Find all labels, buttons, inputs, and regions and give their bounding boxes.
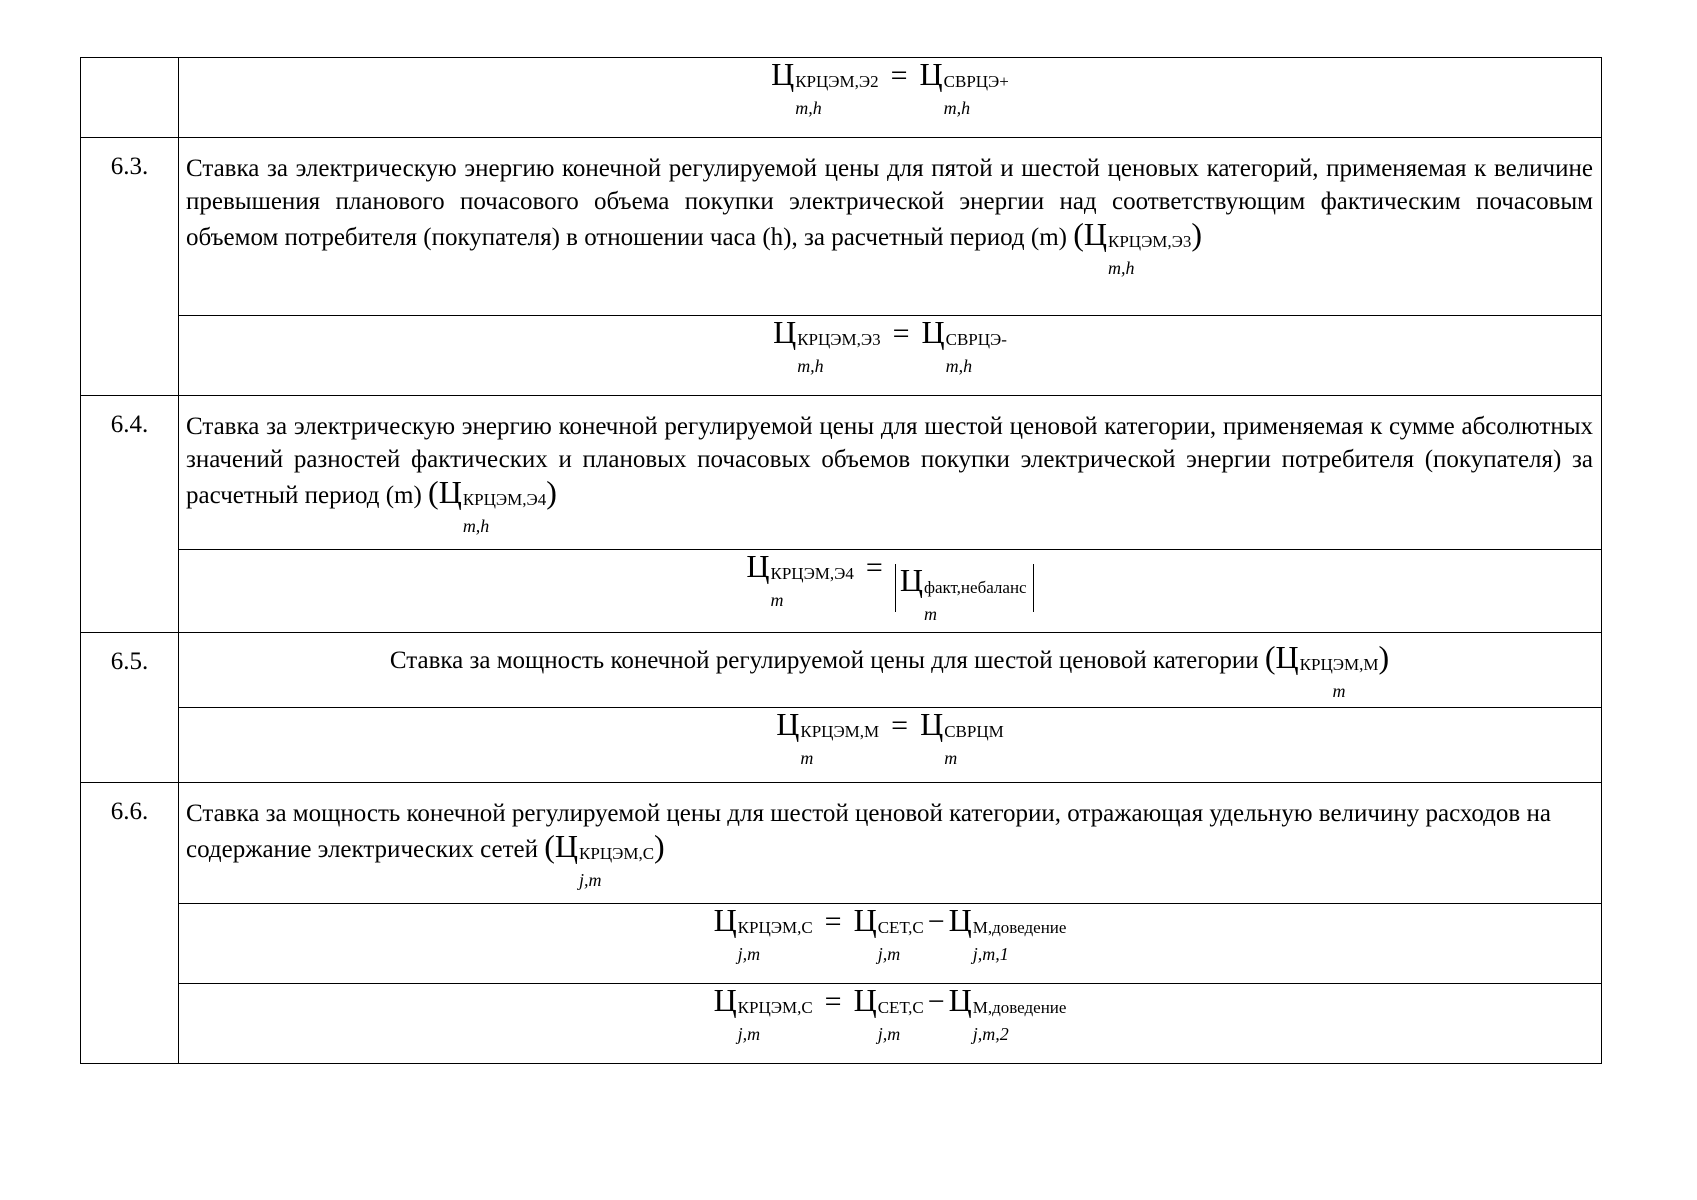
table-row <box>81 316 1602 396</box>
formula-cell <box>179 550 1602 633</box>
formula-cell <box>179 316 1602 396</box>
item-description: Ставка за мощность конечной регулируемой цены для шестой ценовой категории (Ц КРЦЭМ,М m ) <box>179 633 1602 708</box>
item-description: Ставка за мощность конечной регулируемой цены для шестой ценовой категории, отражающая удельную величину расходов на содержание электрических сетей (Ц КРЦЭМ,C j,m ) <box>179 783 1602 904</box>
table-row <box>81 633 1602 708</box>
formula-cell <box>179 984 1602 1064</box>
item-description: Ставка за электрическую энергию конечной регулируемой цены для шестой ценовой категории, применяемая к сумме абсолютных значений разностей фактических и плановых почасовых объемов покупки электрической энергии потребителя (покупателя) за расчетный период (m) (Ц КРЦЭМ,Э4 m,h ) <box>179 396 1602 550</box>
inline-formula: (Ц КРЦЭМ,М m ) <box>1264 638 1390 701</box>
item-number: 6.5. <box>81 633 179 783</box>
item-number: 6.6. <box>81 783 179 1064</box>
table-row <box>81 58 1602 138</box>
inline-formula: (Ц КРЦЭМ,Э3 m,h ) <box>1073 216 1203 278</box>
formula-e3: Ц КРЦЭМ,Э3 m,h = Ц СВРЦЭ- m,h <box>773 314 1007 376</box>
formula-e4: Ц КРЦЭМ,Э4 m = Ц факт,небаланс m <box>746 550 1033 612</box>
formula-cell <box>179 58 1602 138</box>
formula-cell <box>179 708 1602 783</box>
table-row <box>81 783 1602 904</box>
item-number: 6.4. <box>81 396 179 633</box>
math-symbol: Ц СВРЦЭ+ m,h <box>919 56 1009 118</box>
number-cell <box>81 58 179 138</box>
item-number: 6.3. <box>81 138 179 396</box>
table-row <box>81 984 1602 1064</box>
formula-e2: Ц КРЦЭМ,Э2 m,h = Ц СВРЦЭ+ m,h <box>771 56 1009 118</box>
item-description: Ставка за электрическую энергию конечной регулируемой цены для пятой и шестой ценовых категорий, применяемая к величине превышения планового почасового объема покупки электрической энергии над соответствующим фактическим почасовым объемом потребителя (покупателя) в отношении часа (h), за расчетный период (m) (Ц КРЦЭМ,Э3 m,h ) <box>179 138 1602 316</box>
tariff-table <box>80 57 1602 1064</box>
formula-c-2: Ц КРЦЭМ,C j,m = Ц СЕТ,C j,m − Ц М,доведение j,m,2 <box>713 982 1067 1044</box>
formula-cell <box>179 904 1602 984</box>
formula-m: Ц КРЦЭМ,М m = Ц СВРЦМ m <box>776 706 1004 768</box>
absolute-value-bars: Ц факт,небаланс m <box>895 564 1034 612</box>
inline-formula: (Ц КРЦЭМ,C j,m ) <box>544 828 665 890</box>
inline-formula: (Ц КРЦЭМ,Э4 m,h ) <box>428 474 557 536</box>
math-symbol: Ц КРЦЭМ,Э2 m,h <box>771 56 879 118</box>
formula-c-1: Ц КРЦЭМ,C j,m = Ц СЕТ,C j,m − Ц М,доведение j,m,1 <box>713 902 1067 964</box>
table-row <box>81 708 1602 783</box>
table-row <box>81 550 1602 633</box>
table-row <box>81 138 1602 316</box>
table-row <box>81 396 1602 550</box>
table-row <box>81 904 1602 984</box>
